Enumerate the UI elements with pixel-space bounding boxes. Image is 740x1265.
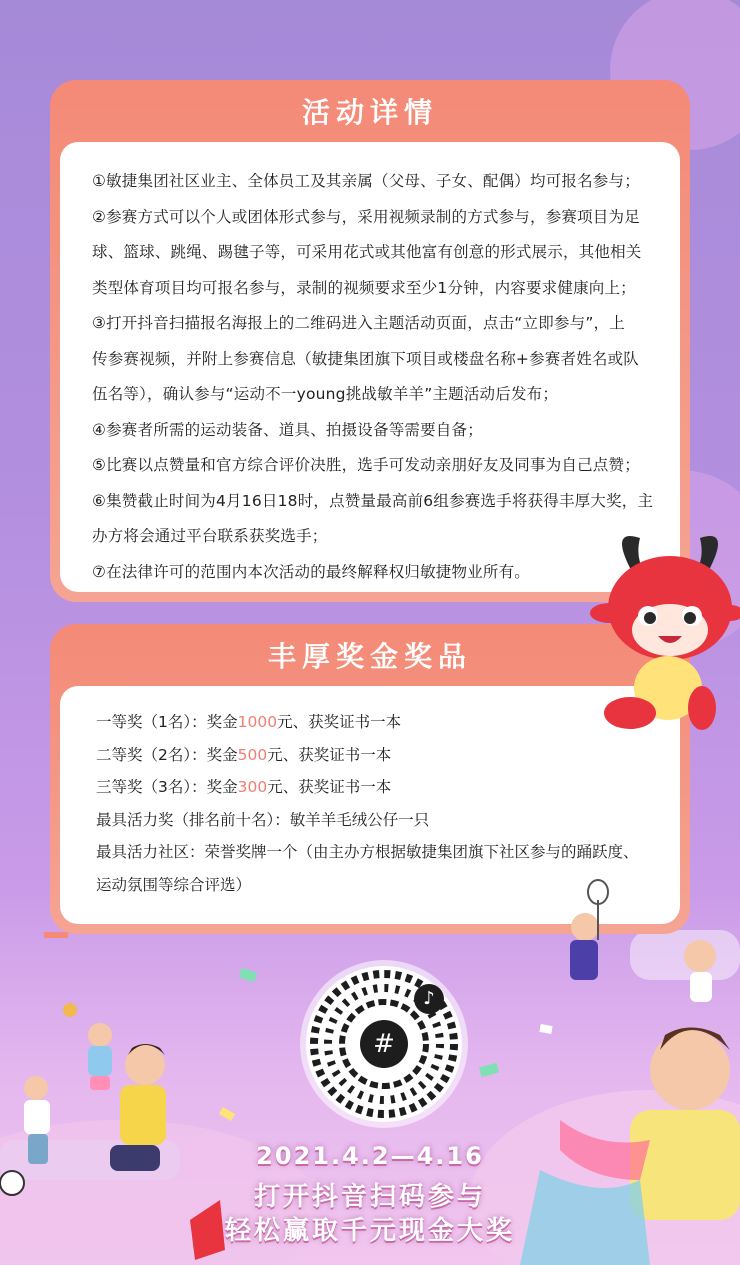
second-prize-label: 二等奖（2名）：奖金 (96, 745, 238, 764)
activity-details-title: 活动详情 (301, 96, 438, 129)
scan-cta: 打开抖音扫码参与 (253, 1182, 486, 1212)
first-prize-amount: 1000 (237, 713, 278, 731)
activity-details-card (50, 80, 690, 602)
prizes-title: 丰厚奖金奖品 (267, 640, 472, 673)
second-prize (96, 739, 660, 772)
detail-line: 传参赛视频，并附上参赛信息（敏捷集团旗下项目或楼盘名称+参赛者姓名或队 (92, 349, 639, 368)
douyin-qr-code[interactable] (306, 966, 462, 1122)
second-prize-amount: 500 (237, 745, 268, 764)
hash-icon: # (360, 1020, 408, 1068)
detail-line: ②参赛方式可以个人或团体形式参与，采用视频录制的方式参与，参赛项目为足 (92, 207, 640, 226)
third-prize-amount: 300 (237, 778, 268, 796)
goat-mascot-icon (590, 528, 740, 748)
third-prize-label: 三等奖（3名）：奖金 (96, 778, 238, 796)
detail-line: 球、篮球、跳绳、踢毽子等，可采用花式或其他富有创意的形式展示，其他相关 (92, 243, 642, 261)
vitality-community-award: 最具活力社区：荣誉奖牌一个（由主办方根据敏捷集团旗下社区参与的踊跃度、 (96, 843, 639, 861)
vitality-community-award-cont: 运动氛围等综合评选） (96, 875, 252, 894)
detail-line: ⑦在法律许可的范围内本次活动的最终解释权归敏捷物业所有。 (92, 562, 530, 581)
activity-details-body (60, 142, 680, 592)
detail-line: 类型体育项目均可报名参与，录制的视频要求至少1分钟，内容要求健康向上； (92, 278, 636, 297)
detail-line: ⑥集赞截止时间为4月16日18时，点赞量最高前6组参赛选手将获得丰厚大奖，主 (92, 491, 654, 510)
detail-line: 办方将会通过平台联系获奖选手； (92, 527, 328, 545)
tiktok-logo-icon: ♪ (414, 984, 444, 1014)
first-prize (96, 706, 660, 739)
first-prize-rest: 元、获奖证书一本 (277, 713, 402, 731)
second-prize-rest: 元、获奖证书一本 (267, 745, 392, 764)
third-prize (96, 771, 660, 804)
vitality-award: 最具活力奖（排名前十名）：敏羊羊毛绒公仔一只 (96, 810, 430, 829)
detail-line: ④参赛者所需的运动装备、道具、拍摄设备等需要自备； (92, 420, 483, 439)
detail-line: ①敏捷集团社区业主、全体员工及其亲属（父母、子女、配偶）均可报名参与； (92, 172, 640, 190)
first-prize-label: 一等奖（1名）：奖金 (96, 713, 238, 731)
detail-line: ③打开抖音扫描报名海报上的二维码进入主题活动页面，点击“立即参与”，上 (92, 314, 625, 332)
detail-line: 伍名等），确认参与“运动不一young挑战敏羊羊”主题活动后发布； (92, 385, 559, 403)
event-date: 2021.4.2—4.16 (256, 1142, 484, 1170)
prize-cta: 轻松赢取千元现金大奖 (224, 1216, 515, 1246)
detail-line: ⑤比赛以点赞量和官方综合评价决胜，选手可发动亲朋好友及同事为自己点赞； (92, 456, 640, 474)
third-prize-rest: 元、获奖证书一本 (267, 778, 392, 796)
